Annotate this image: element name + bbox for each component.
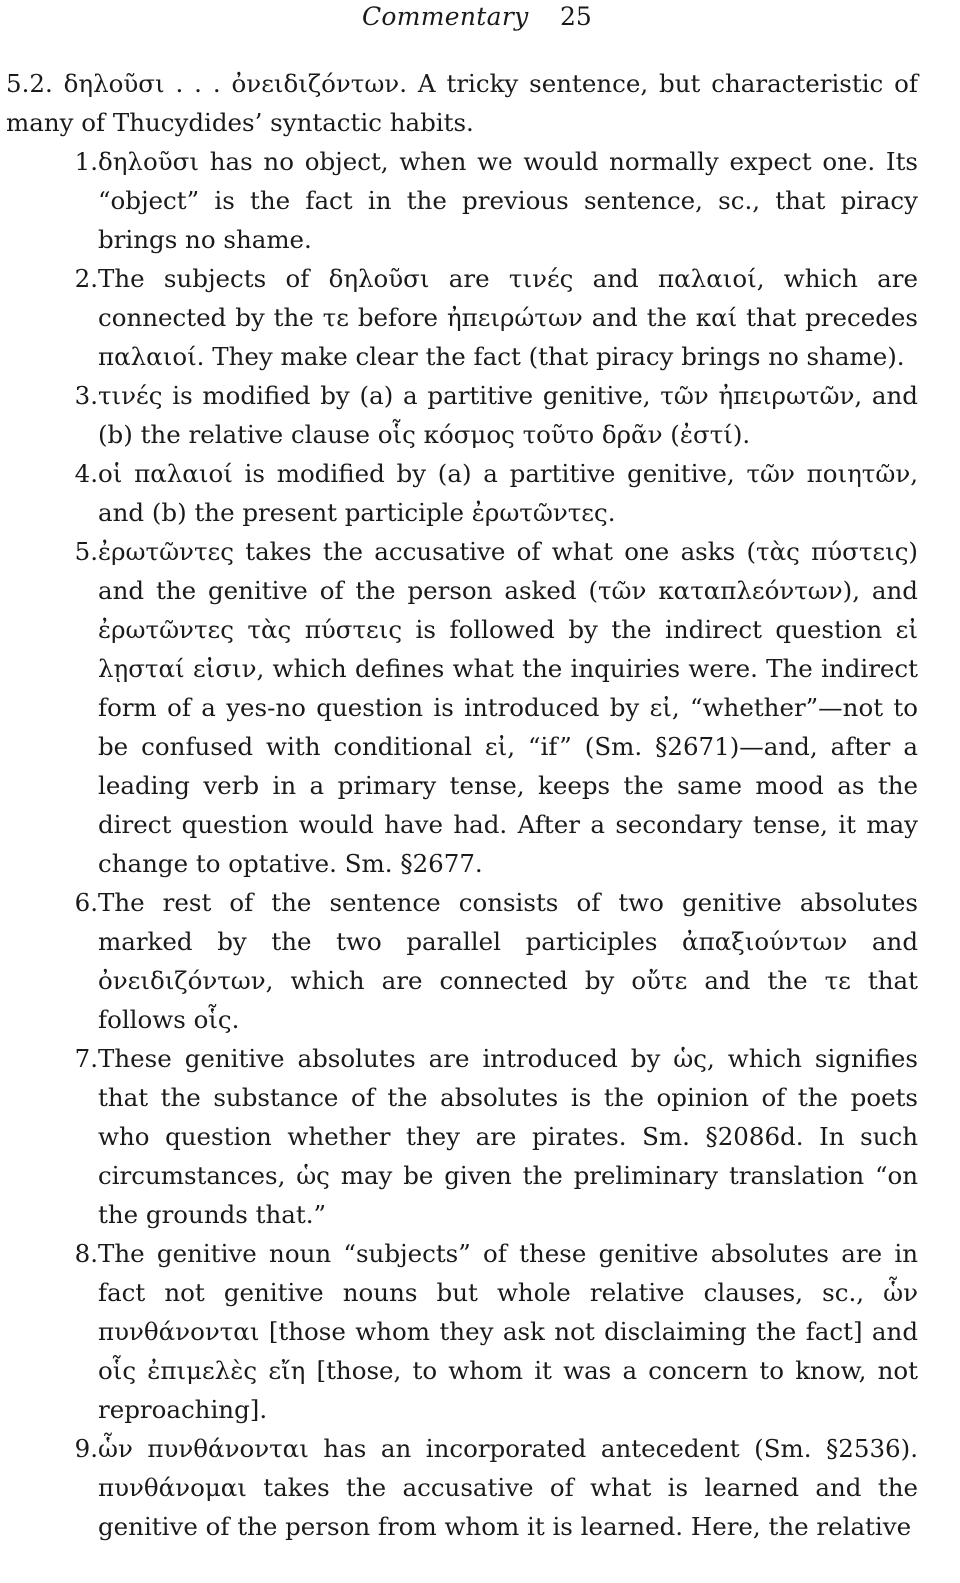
note-3 bbox=[6, 376, 918, 454]
running-title: Commentary bbox=[362, 2, 529, 31]
note-text: τινές is modified by (a) a partitive genitive, τῶν ἠπειρωτῶν, and (b) the relative clause οἷς κόσμος τοῦτο δρᾶν (ἐστί). bbox=[98, 381, 918, 449]
lemma-paragraph: 5.2. δηλοῦσι . . . ὀνειδιζόντων. A tricky sentence, but characteristic of many of Thucydides’ syntactic habits. bbox=[6, 69, 918, 137]
numbered-notes bbox=[6, 142, 918, 1546]
note-1 bbox=[6, 142, 918, 259]
note-text: These genitive absolutes are introduced by ὡς, which signifies that the substance of the absolutes is the opinion of the poets who question whether they are pirates. Sm. §2086d. In such circumstances, ὡς may be given the preliminary translation “on the grounds that.” bbox=[98, 1044, 918, 1229]
note-number: 1. bbox=[74, 147, 98, 176]
note-number: 3. bbox=[74, 381, 98, 410]
running-head bbox=[0, 0, 960, 34]
note-number: 4. bbox=[74, 459, 98, 488]
note-text: The genitive noun “subjects” of these genitive absolutes are in fact not genitive nouns but whole relative clauses, sc., ὧν πυνθάνονται [those whom they ask not disclaiming the fact] and οἷς ἐπιμελὲς εἴη [those, to whom it was a concern to know, not reproaching]. bbox=[98, 1239, 918, 1424]
note-number: 8. bbox=[74, 1239, 98, 1268]
note-text: ἐρωτῶντες takes the accusative of what one asks (τὰς πύστεις) and the genitive of the person asked (τῶν καταπλεόντων), and ἐρωτῶντες τὰς πύστεις is followed by the indirect question εἰ λῃσταί εἰσιν, which defines what the inquiries were. The indirect form of a yes-no question is introduced by εἰ, “whether”—not to be confused with conditional εἰ, “if” (Sm. §2671)—and, after a leading verb in a primary tense, keeps the same mood as the direct question would have had. After a secondary tense, it may change to optative. Sm. §2677. bbox=[98, 537, 918, 878]
note-6 bbox=[6, 883, 918, 1039]
note-text: δηλοῦσι has no object, when we would normally expect one. Its “object” is the fact in the previous sentence, sc., that piracy brings no shame. bbox=[98, 147, 918, 254]
note-text: The rest of the sentence consists of two genitive absolutes marked by the two parallel participles ἀπαξιούντων and ὀνειδιζόντων, which are connected by οὔτε and the τε that follows οἷς. bbox=[98, 888, 918, 1034]
note-2 bbox=[6, 259, 918, 376]
note-text: The subjects of δηλοῦσι are τινές and παλαιοί, which are connected by the τε before ἠπειρώτων and the καί that precedes παλαιοί. They make clear the fact (that piracy brings no shame). bbox=[98, 264, 918, 371]
note-number: 2. bbox=[74, 264, 98, 293]
page-number: 25 bbox=[560, 2, 592, 31]
commentary-body bbox=[6, 64, 918, 1546]
note-number: 6. bbox=[74, 888, 98, 917]
note-8 bbox=[6, 1234, 918, 1429]
note-text: οἱ παλαιοί is modified by (a) a partitive genitive, τῶν ποιητῶν, and (b) the present participle ἐρωτῶντες. bbox=[98, 459, 918, 527]
note-number: 7. bbox=[74, 1044, 98, 1073]
note-number: 5. bbox=[74, 537, 98, 566]
note-7 bbox=[6, 1039, 918, 1234]
note-5 bbox=[6, 532, 918, 883]
note-number: 9. bbox=[74, 1434, 98, 1463]
note-4 bbox=[6, 454, 918, 532]
note-text: ὧν πυνθάνονται has an incorporated antecedent (Sm. §2536). πυνθάνομαι takes the accusative of what is learned and the genitive of the person from whom it is learned. Here, the relative bbox=[98, 1434, 918, 1541]
note-9 bbox=[6, 1429, 918, 1546]
